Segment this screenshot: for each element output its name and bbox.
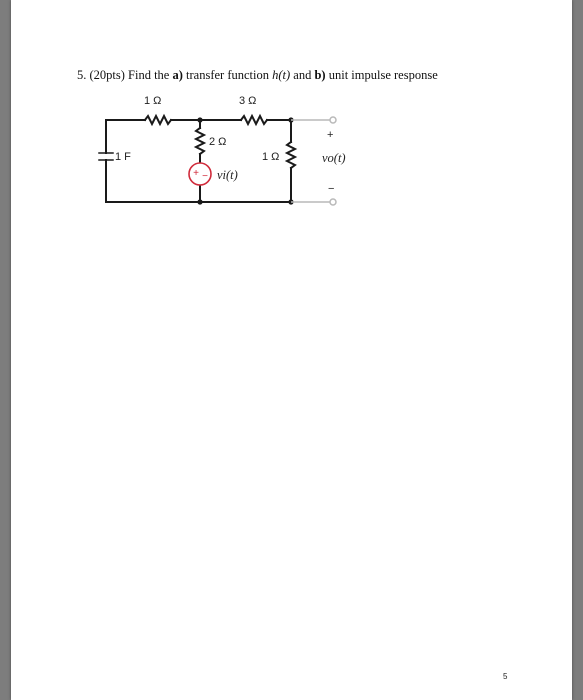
document-page — [11, 0, 572, 700]
resistor-right-1ohm — [287, 142, 295, 168]
output-voltage-label: vo(t) — [322, 151, 346, 165]
resistor-1ohm — [145, 116, 171, 124]
part-a-label: a) — [172, 68, 183, 82]
source-plus-sign: + — [193, 168, 199, 179]
page-number: 5 — [503, 672, 508, 681]
resistor-2ohm — [196, 128, 204, 154]
output-terminal-bottom — [330, 199, 336, 205]
output-terminal-top — [330, 117, 336, 123]
output-plus-sign: + — [327, 129, 334, 141]
part-b-label: b) — [314, 68, 326, 82]
resistor-right-1ohm-label: 1 Ω — [262, 151, 280, 163]
output-minus-sign: − — [328, 183, 335, 195]
capacitor-label: 1 F — [115, 151, 131, 163]
resistor-2ohm-label: 2 Ω — [209, 136, 227, 148]
resistor-3ohm-label: 3 Ω — [239, 95, 257, 107]
junction-dot — [197, 117, 202, 122]
transfer-function-symbol: h(t) — [272, 68, 291, 82]
junction-dot — [197, 199, 202, 204]
resistor-3ohm — [241, 116, 267, 124]
source-minus-sign: − — [202, 171, 208, 182]
question-joiner: and — [290, 68, 315, 82]
circuit-diagram — [11, 0, 572, 700]
part-b-text: unit impulse response — [325, 68, 438, 82]
source-voltage-label: vi(t) — [217, 168, 238, 182]
resistor-1ohm-label: 1 Ω — [144, 95, 162, 107]
part-a-text: transfer function — [182, 68, 273, 82]
question-prefix: 5. (20pts) Find the — [77, 68, 173, 82]
